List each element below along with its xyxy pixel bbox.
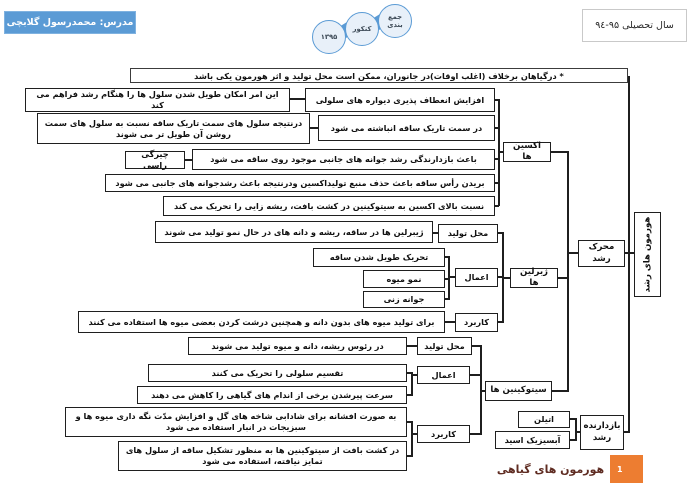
connector-line	[558, 277, 567, 279]
fact-germination: جوانه زنی	[363, 291, 445, 308]
fact-gibberellin-production: ژیبرلین ها در ساقه، ریشه و دانه های در حال نمو تولید می شوند	[155, 221, 433, 243]
fact-dark-side-accumulation: در سمت تاریک ساقه انباشته می شود	[318, 115, 495, 141]
connector-line	[470, 433, 480, 435]
connector-line	[502, 277, 510, 279]
footnote: * درگیاهان برخلاف (اغلب اوقات)در جانوران، ممکن است محل تولید و اثر هورمون یکی باشد	[130, 68, 628, 83]
fact-fruit-development: نمو میوه	[363, 270, 445, 288]
connector-line	[498, 151, 503, 153]
fact-tissue-culture-application: در کشت بافت از سیتوکینین ها به منظور تشکیل ساقه از سلول های تمایز نیافته، استفاده می شود	[118, 441, 407, 471]
connector-line	[445, 321, 455, 323]
konkur-circle-badge: کنکور	[345, 12, 379, 46]
fact-lateral-bud-inhibition: باعث بازدارندگی رشد جوانه های جانبی موجود روی ساقه می شود	[192, 149, 495, 170]
connector-line	[290, 98, 305, 100]
connector-line	[472, 345, 480, 347]
label-application-cytokinin: کاربرد	[417, 425, 470, 443]
connector-line	[411, 374, 417, 376]
node-gibberellins: ژبرلین ها	[510, 268, 558, 288]
connector-line	[310, 127, 318, 129]
connector-line	[448, 276, 455, 278]
connector-line	[624, 431, 629, 433]
connector-line	[411, 372, 413, 396]
academic-year-box: سال تحصیلی ۹۵-۹٤	[582, 9, 687, 42]
connector-line	[411, 433, 417, 435]
node-growth-hormones	[634, 212, 661, 297]
fact-dark-side-result: درنتیجه سلول های سمت تاریک ساقه نسبت به سلول های سمت روشن آن طویل تر می شوند	[37, 113, 310, 144]
label-production-site-cytokinin: محل تولید	[417, 337, 472, 355]
fact-auxin-cytokinin-ratio: نسبت بالای اکسین به سیتوکینین در کشت بافت، ریشه زایی را تحریک می کند	[163, 196, 495, 216]
fact-apical-dominance: چیرگی راسی	[125, 151, 185, 169]
connector-line	[448, 256, 450, 300]
connector-line	[185, 159, 192, 161]
connector-line	[575, 418, 577, 441]
fact-cut-tip: بریدن رأس ساقه باعث حذف منبع تولیداکسین ودرنتیجه باعث رشدجوانه های جانبی می شود	[105, 174, 495, 192]
connector-line	[575, 431, 580, 433]
node-cytokinins: سیتوکینین ها	[485, 381, 552, 401]
page-number-badge: 1	[610, 455, 643, 483]
summary-circle-badge: جمع بندی	[378, 4, 412, 38]
connector-line	[552, 390, 567, 392]
fact-seedless-fruit-application: برای تولید میوه های بدون دانه و همچنین درشت کردن بعضی میوه ها استفاده می کنند	[78, 311, 445, 333]
slide-title: هورمون های گیاهی	[496, 463, 605, 476]
node-ethylene: اتیلن	[518, 411, 570, 428]
connector-line	[470, 374, 480, 376]
fact-stem-elongation: تحریک طویل شدن ساقه	[313, 248, 445, 267]
connector-line	[433, 232, 438, 234]
fact-spray-application: به صورت افشانه برای شادابی شاخه های گل و افزایش مدّت نگه داری میوه ها و سبزیجات در انبار استفاده می شود	[65, 407, 407, 437]
connector-line	[411, 421, 413, 457]
label-actions-cytokinin: اعمال	[417, 366, 470, 384]
connector-line	[407, 345, 417, 347]
connector-line	[480, 390, 485, 392]
year-circle-badge: ۱۳۹۵	[312, 20, 346, 54]
label-production-site-gibberellin: محل تولید	[438, 224, 498, 243]
node-growth-inhibitors: بازدارنده رشد	[580, 415, 624, 450]
connector-line	[567, 252, 578, 254]
label-actions-gibberellin: اعمال	[455, 268, 498, 287]
connector-line	[628, 76, 630, 433]
label-application-gibberellin: کاربرد	[455, 313, 498, 332]
node-growth-hormones-label: هورمون های رشد	[641, 216, 652, 293]
fact-cell-wall-result: این امر امکان طویل شدن سلول ها را هنگام رشد فراهم می کند	[25, 88, 290, 112]
node-auxins: اکسین ها	[503, 142, 551, 162]
connector-line	[551, 151, 567, 153]
fact-cell-wall-flexibility: افزایش انعطاف پذیری دیواره های سلولی	[305, 88, 495, 112]
instructor-badge: مدرس: محمدرسول گلابچی	[4, 11, 136, 34]
node-growth-stimulants: محرک رشد	[578, 240, 625, 267]
fact-aging-reduction: سرعت پیرشدن برخی از اندام های گیاهی را کاهش می دهند	[137, 386, 407, 404]
node-abscisic-acid: آبسیزیک اسید	[495, 431, 570, 449]
connector-line	[567, 151, 569, 392]
fact-cell-division: تقسیم سلولی را تحریک می کنند	[148, 364, 407, 382]
fact-cytokinin-production: در رئوس ریشه، دانه و میوه تولید می شوند	[188, 337, 407, 355]
